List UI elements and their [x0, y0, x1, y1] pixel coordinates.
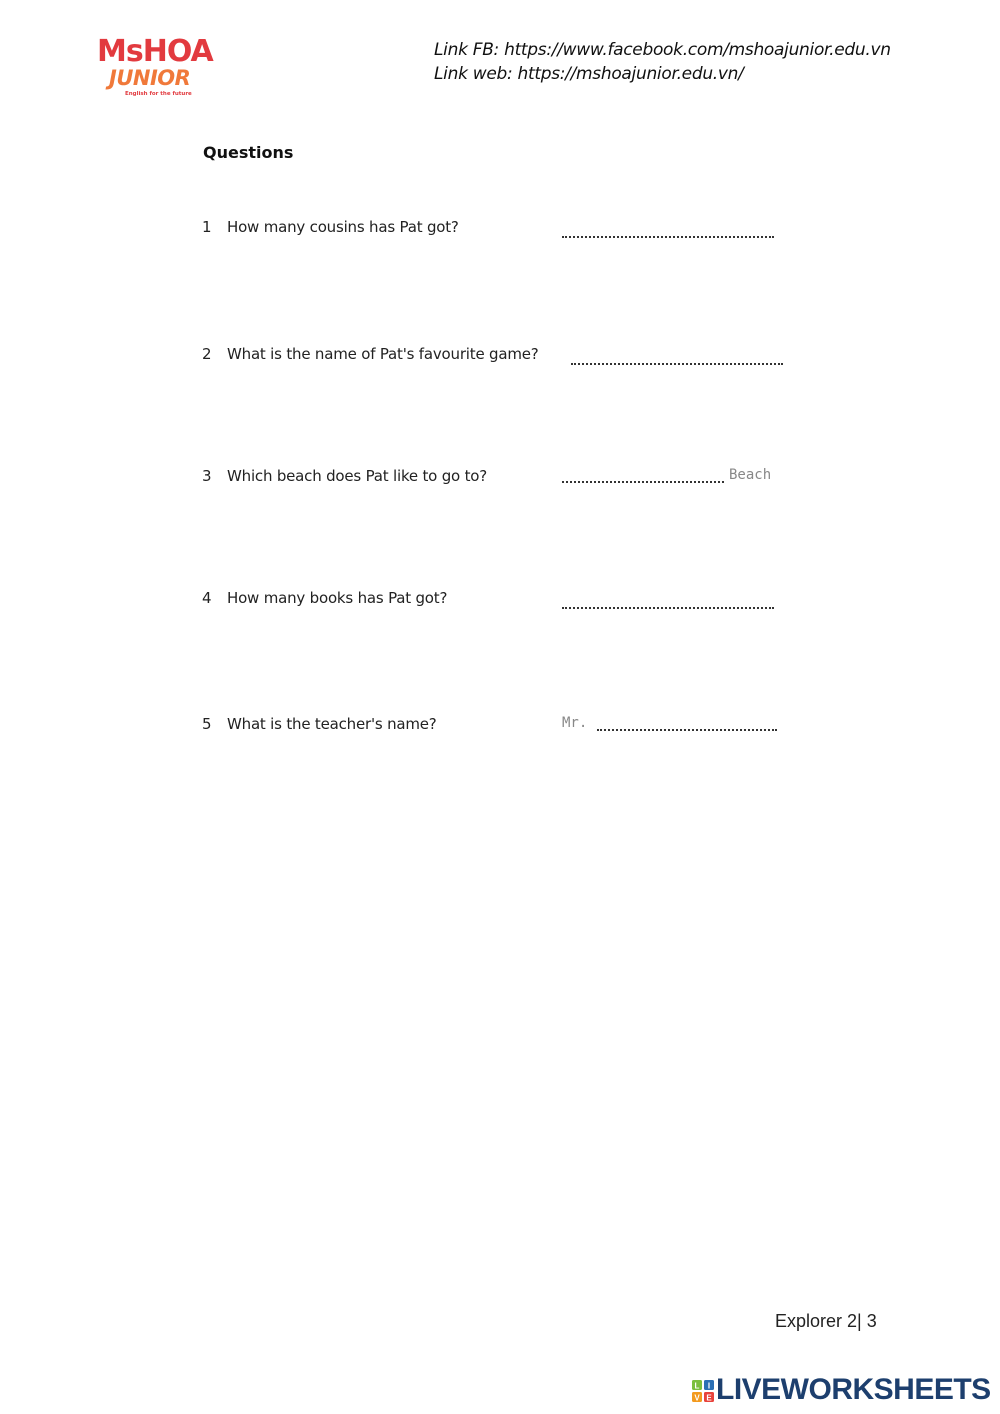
logo-letter-v: V: [694, 1393, 700, 1402]
question-number: 3: [202, 467, 212, 485]
question-3: [202, 463, 802, 489]
answer-dotted-line: [597, 729, 777, 731]
answer-field-4[interactable]: [562, 591, 776, 611]
logo-tagline: English for the future: [125, 91, 192, 97]
question-1: [202, 214, 802, 240]
liveworksheets-brand-text: LIVEWORKSHEETS: [716, 1373, 991, 1406]
section-title: Questions: [203, 143, 294, 162]
logo-letter-e: E: [706, 1393, 712, 1402]
mshoa-junior-logo: [97, 36, 221, 100]
answer-dotted-line: [571, 363, 783, 365]
answer-field-1[interactable]: [562, 220, 776, 240]
question-number: 1: [202, 218, 212, 236]
question-4: [202, 585, 802, 611]
question-number: 2: [202, 345, 212, 363]
question-text: Which beach does Pat like to go to?: [227, 467, 488, 485]
answer-field-2[interactable]: [571, 347, 785, 367]
question-text: What is the teacher's name?: [227, 715, 437, 733]
answer-field-5[interactable]: [562, 713, 782, 733]
question-number: 4: [202, 589, 212, 607]
logo-letter-i: I: [707, 1381, 711, 1391]
question-text: How many cousins has Pat got?: [227, 218, 459, 236]
liveworksheets-watermark: [692, 1372, 992, 1408]
question-5: [202, 711, 802, 737]
answer-dotted-line: [562, 236, 774, 238]
facebook-link[interactable]: Link FB: https://www.facebook.com/mshoajunior.edu.vn: [434, 40, 891, 60]
logo-mshoa-text: MsHOA: [97, 34, 213, 69]
header-links: [434, 38, 891, 86]
question-text: How many books has Pat got?: [227, 589, 448, 607]
page-number: Explorer 2| 3: [775, 1311, 877, 1331]
logo-junior-text: JUNIOR: [109, 66, 191, 90]
question-text: What is the name of Pat's favourite game?: [227, 345, 539, 363]
answer-field-3[interactable]: [562, 465, 782, 485]
logo-letter-l: L: [694, 1381, 700, 1391]
answer-dotted-line: [562, 481, 724, 483]
answer-prefix: Mr.: [562, 715, 588, 731]
website-link[interactable]: Link web: https://mshoajunior.edu.vn/: [434, 64, 744, 84]
question-2: [202, 341, 802, 367]
answer-dotted-line: [562, 607, 774, 609]
question-number: 5: [202, 715, 212, 733]
liveworksheets-logo-icon: [692, 1380, 714, 1402]
answer-suffix: Beach: [729, 467, 772, 483]
